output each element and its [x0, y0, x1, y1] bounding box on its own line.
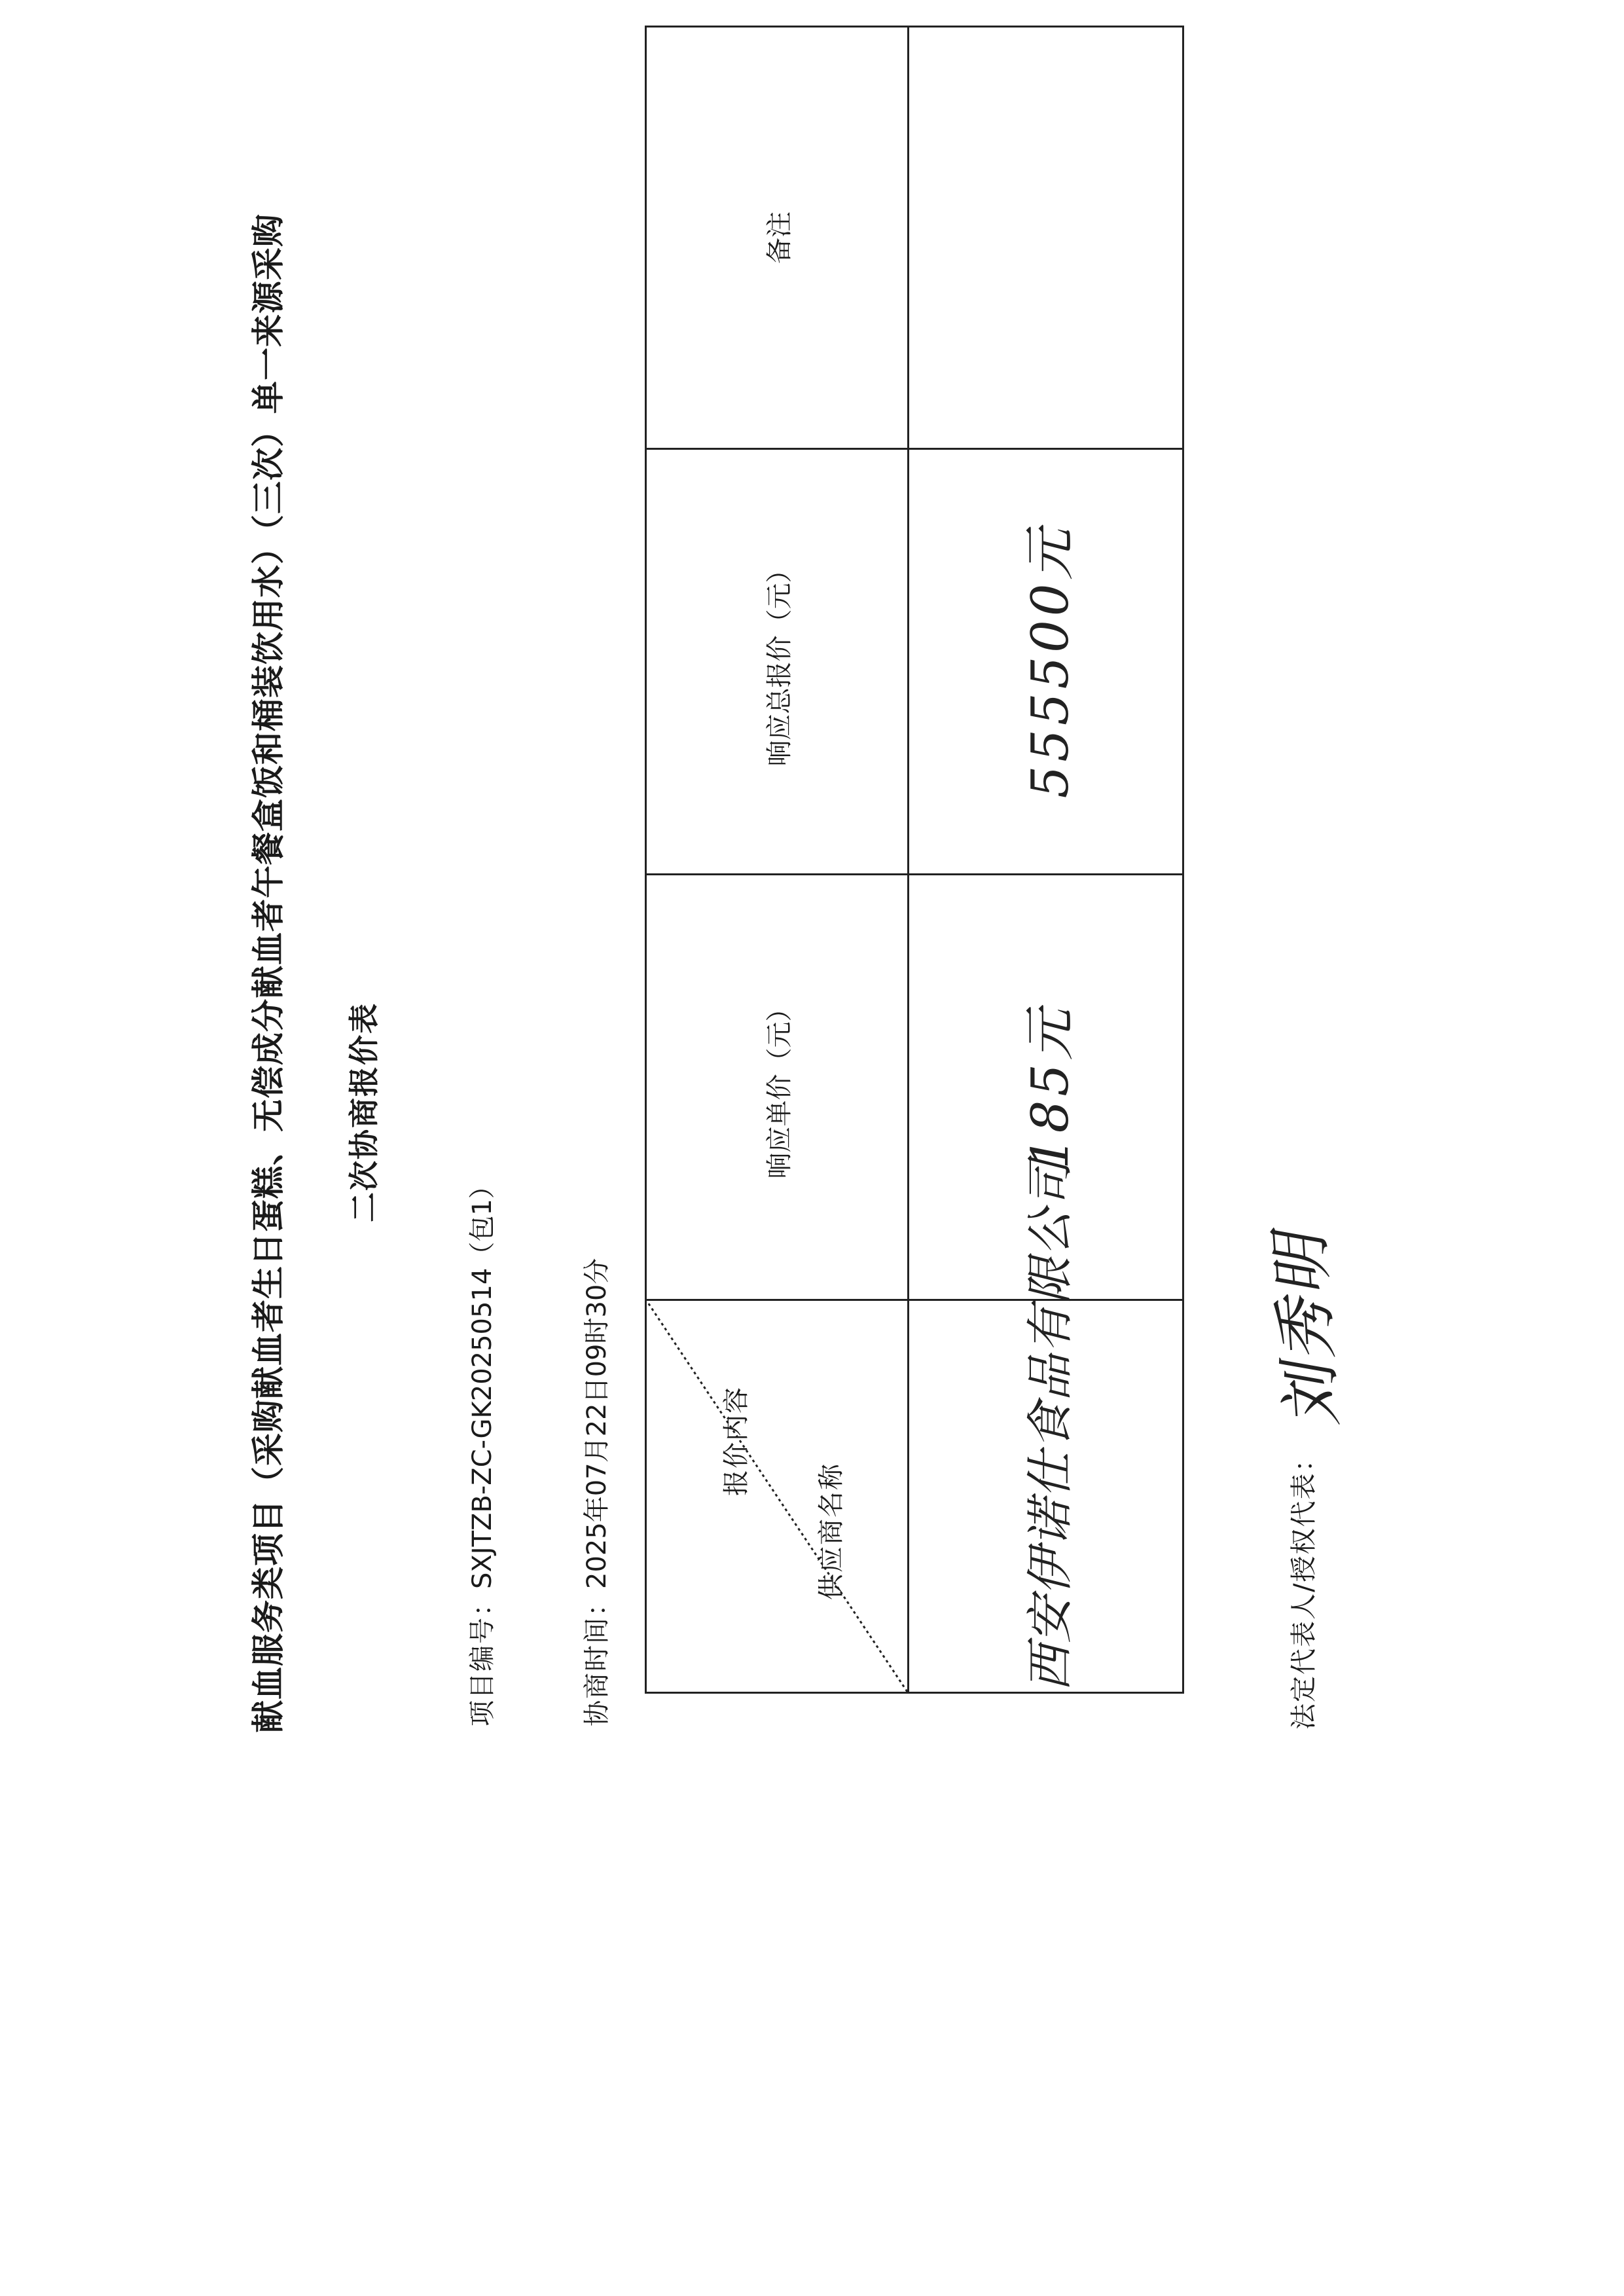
project-number-value: SXJTZB-ZC-GK20250514（包1） [467, 1173, 497, 1589]
table-row [909, 27, 1183, 1693]
diagonal-divider [647, 1301, 907, 1692]
form-subtitle: 二次协商报价表 [346, 1002, 382, 1222]
total-price-handwritten: 555500元 [1020, 524, 1080, 799]
remark-cell [909, 27, 1183, 449]
document-title: 献血服务类项目（采购献血者生日蛋糕、无偿成分献血者午餐盒饭和桶装饮用水）（三次）单一来源采购 [249, 213, 287, 1733]
supplier-name-header: 供应商名称 [816, 1463, 846, 1600]
quote-content-header: 报价内容 [721, 1386, 751, 1496]
total-price-header: 响应总报价（元） [646, 449, 909, 875]
unit-price-header: 响应单价（元） [646, 875, 909, 1300]
legal-representative-label: 法定代表人/授权代表： [1289, 1444, 1319, 1730]
negotiation-time-line [576, 1258, 613, 1726]
negotiation-time-value: 2025年07月22日09时30分 [582, 1258, 612, 1589]
total-price-cell [909, 449, 1183, 875]
unit-price-handwritten: 185元 [1020, 1005, 1080, 1169]
diagonal-header-cell [646, 1300, 909, 1693]
table-header-row [646, 27, 909, 1693]
signature-line [1257, 1229, 1350, 1730]
handwritten-signature: 刘秀明 [1263, 1229, 1350, 1430]
remark-header: 备注 [646, 27, 909, 449]
project-number-line [461, 1173, 499, 1726]
negotiation-time-label: 协商时间： [582, 1589, 612, 1726]
supplier-name-cell [909, 1158, 1183, 1693]
project-number-label: 项目编号： [467, 1589, 497, 1726]
supplier-name-handwritten: 西安伊诺仕食品有限公司 [1022, 1158, 1077, 1692]
quotation-table [645, 26, 1184, 1694]
